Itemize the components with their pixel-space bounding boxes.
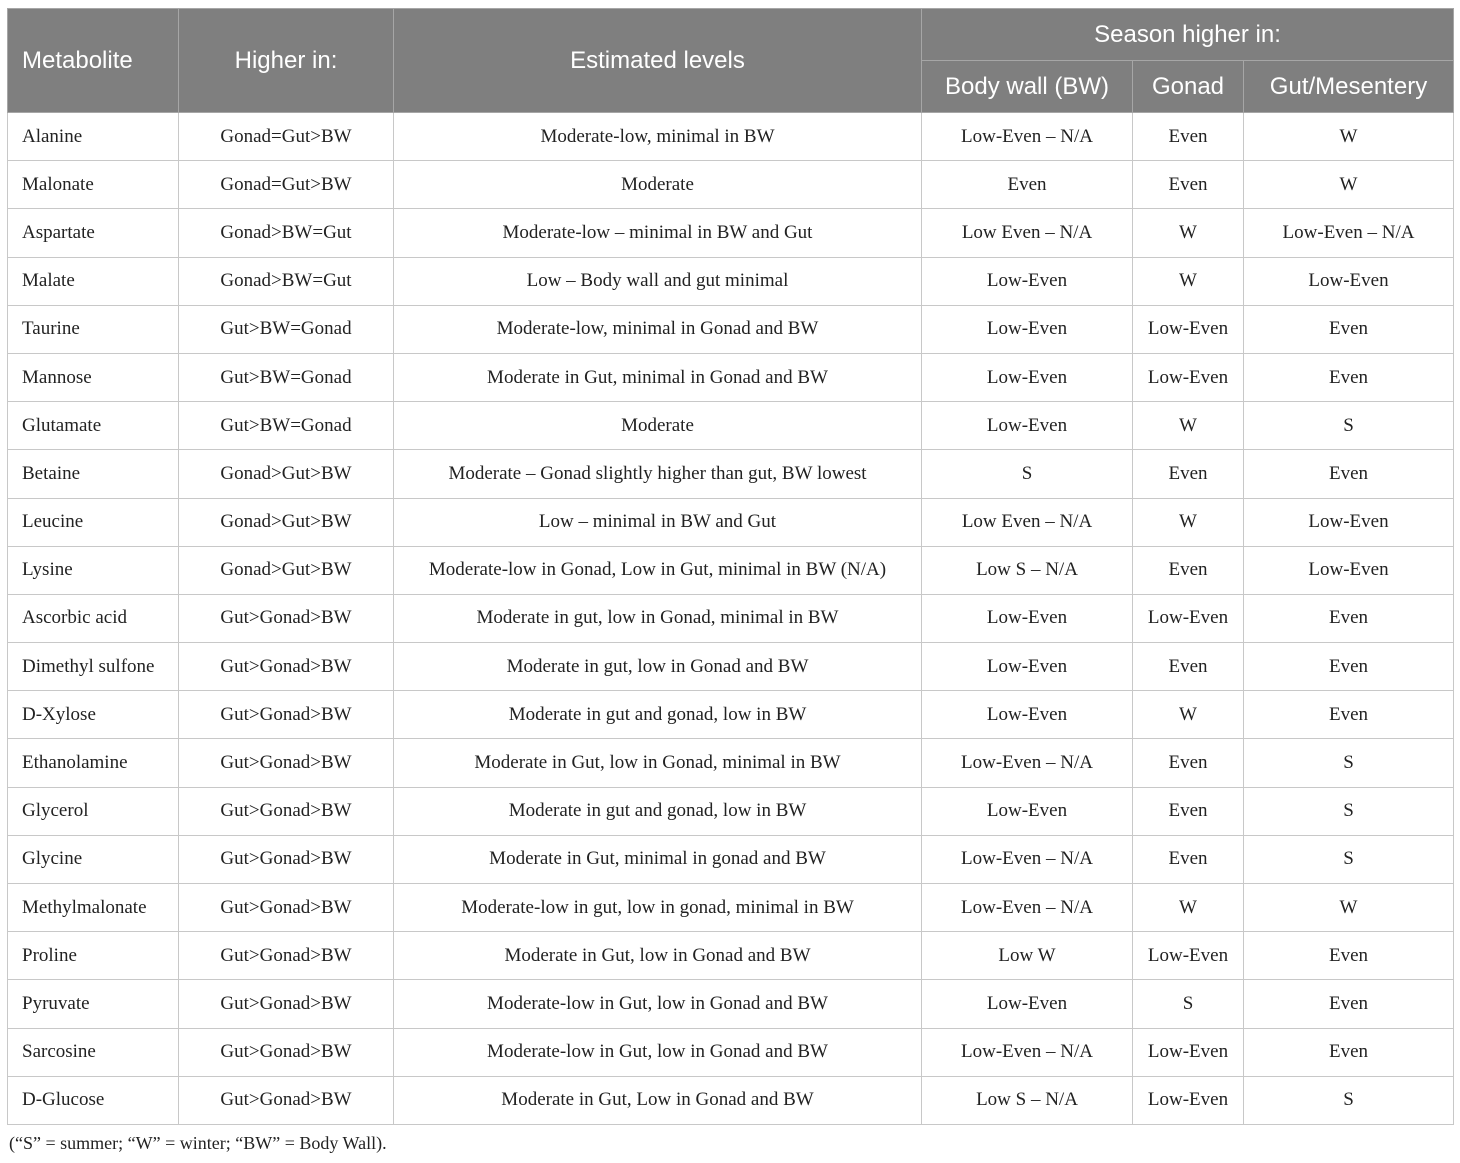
cell-higher-in: Gut>Gonad>BW	[179, 932, 394, 980]
cell-metabolite: Glutamate	[8, 402, 179, 450]
cell-estimated-levels: Moderate-low in Gonad, Low in Gut, minimal in BW (N/A)	[394, 546, 922, 594]
cell-higher-in: Gut>Gonad>BW	[179, 594, 394, 642]
cell-season-gut-mesentery: Even	[1244, 353, 1454, 401]
cell-season-body-wall: Low S – N/A	[922, 546, 1133, 594]
cell-estimated-levels: Moderate in Gut, minimal in gonad and BW	[394, 835, 922, 883]
cell-season-body-wall: Low-Even	[922, 353, 1133, 401]
cell-estimated-levels: Moderate-low in Gut, low in Gonad and BW	[394, 980, 922, 1028]
table-row	[8, 546, 1454, 594]
cell-season-body-wall: S	[922, 450, 1133, 498]
cell-season-body-wall: Low-Even – N/A	[922, 884, 1133, 932]
table-row	[8, 498, 1454, 546]
table-row	[8, 980, 1454, 1028]
cell-season-gonad: S	[1133, 980, 1244, 1028]
cell-metabolite: Aspartate	[8, 209, 179, 257]
cell-season-body-wall: Low-Even – N/A	[922, 835, 1133, 883]
cell-season-body-wall: Low-Even – N/A	[922, 739, 1133, 787]
cell-estimated-levels: Moderate-low – minimal in BW and Gut	[394, 209, 922, 257]
cell-metabolite: Malonate	[8, 161, 179, 209]
cell-estimated-levels: Moderate-low, minimal in Gonad and BW	[394, 305, 922, 353]
cell-higher-in: Gonad>Gut>BW	[179, 450, 394, 498]
cell-season-body-wall: Low S – N/A	[922, 1076, 1133, 1124]
cell-season-gonad: Even	[1133, 787, 1244, 835]
header-estimated-levels: Estimated levels	[394, 9, 922, 113]
cell-estimated-levels: Moderate in Gut, low in Gonad and BW	[394, 932, 922, 980]
cell-estimated-levels: Moderate	[394, 161, 922, 209]
cell-estimated-levels: Moderate in gut and gonad, low in BW	[394, 787, 922, 835]
cell-higher-in: Gut>Gonad>BW	[179, 980, 394, 1028]
cell-season-body-wall: Low Even – N/A	[922, 498, 1133, 546]
cell-season-body-wall: Low W	[922, 932, 1133, 980]
cell-season-gut-mesentery: Even	[1244, 450, 1454, 498]
cell-higher-in: Gonad>Gut>BW	[179, 546, 394, 594]
cell-season-gut-mesentery: Even	[1244, 305, 1454, 353]
cell-season-gonad: Low-Even	[1133, 1028, 1244, 1076]
cell-estimated-levels: Moderate – Gonad slightly higher than gut, BW lowest	[394, 450, 922, 498]
cell-higher-in: Gonad>Gut>BW	[179, 498, 394, 546]
header-season-higher-in: Season higher in:	[922, 9, 1454, 61]
cell-season-gut-mesentery: Even	[1244, 643, 1454, 691]
table-row	[8, 305, 1454, 353]
table-row	[8, 257, 1454, 305]
cell-season-gut-mesentery: Low-Even – N/A	[1244, 209, 1454, 257]
cell-season-gut-mesentery: Even	[1244, 691, 1454, 739]
cell-higher-in: Gut>Gonad>BW	[179, 835, 394, 883]
cell-estimated-levels: Low – Body wall and gut minimal	[394, 257, 922, 305]
cell-estimated-levels: Moderate in gut and gonad, low in BW	[394, 691, 922, 739]
cell-estimated-levels: Low – minimal in BW and Gut	[394, 498, 922, 546]
cell-season-gonad: Even	[1133, 450, 1244, 498]
cell-season-gonad: W	[1133, 257, 1244, 305]
table-row	[8, 353, 1454, 401]
cell-higher-in: Gonad=Gut>BW	[179, 161, 394, 209]
cell-higher-in: Gonad>BW=Gut	[179, 209, 394, 257]
cell-estimated-levels: Moderate in gut, low in Gonad and BW	[394, 643, 922, 691]
cell-estimated-levels: Moderate-low in gut, low in gonad, minimal in BW	[394, 884, 922, 932]
cell-estimated-levels: Moderate-low in Gut, low in Gonad and BW	[394, 1028, 922, 1076]
cell-metabolite: Lysine	[8, 546, 179, 594]
cell-season-gut-mesentery: Even	[1244, 1028, 1454, 1076]
cell-season-gut-mesentery: W	[1244, 113, 1454, 161]
cell-season-gut-mesentery: Even	[1244, 980, 1454, 1028]
cell-metabolite: D-Xylose	[8, 691, 179, 739]
cell-estimated-levels: Moderate in Gut, Low in Gonad and BW	[394, 1076, 922, 1124]
cell-season-gut-mesentery: S	[1244, 739, 1454, 787]
cell-higher-in: Gut>Gonad>BW	[179, 1028, 394, 1076]
cell-season-gonad: Low-Even	[1133, 594, 1244, 642]
table-row	[8, 402, 1454, 450]
table-row	[8, 643, 1454, 691]
cell-season-gonad: Even	[1133, 835, 1244, 883]
cell-season-gut-mesentery: Even	[1244, 932, 1454, 980]
table-row	[8, 1076, 1454, 1124]
cell-season-gonad: W	[1133, 498, 1244, 546]
cell-higher-in: Gut>Gonad>BW	[179, 643, 394, 691]
cell-metabolite: Leucine	[8, 498, 179, 546]
cell-season-body-wall: Low-Even	[922, 402, 1133, 450]
cell-season-gonad: W	[1133, 209, 1244, 257]
cell-higher-in: Gut>Gonad>BW	[179, 787, 394, 835]
table-header	[8, 9, 1454, 113]
cell-metabolite: Glycine	[8, 835, 179, 883]
cell-season-body-wall: Low Even – N/A	[922, 209, 1133, 257]
cell-season-gut-mesentery: S	[1244, 402, 1454, 450]
cell-season-body-wall: Low-Even	[922, 980, 1133, 1028]
cell-season-gonad: Low-Even	[1133, 932, 1244, 980]
cell-season-body-wall: Low-Even	[922, 257, 1133, 305]
cell-metabolite: Malate	[8, 257, 179, 305]
table-body	[8, 113, 1454, 1125]
header-row-top	[8, 9, 1454, 61]
table-row	[8, 932, 1454, 980]
cell-metabolite: Proline	[8, 932, 179, 980]
cell-season-gonad: Low-Even	[1133, 305, 1244, 353]
cell-metabolite: Sarcosine	[8, 1028, 179, 1076]
metabolite-table	[7, 8, 1454, 1125]
cell-season-gut-mesentery: Even	[1244, 594, 1454, 642]
table-row	[8, 450, 1454, 498]
table-row	[8, 739, 1454, 787]
cell-season-body-wall: Even	[922, 161, 1133, 209]
cell-higher-in: Gut>Gonad>BW	[179, 691, 394, 739]
cell-season-gut-mesentery: Low-Even	[1244, 498, 1454, 546]
table-row	[8, 209, 1454, 257]
cell-estimated-levels: Moderate in Gut, minimal in Gonad and BW	[394, 353, 922, 401]
cell-season-gonad: Low-Even	[1133, 1076, 1244, 1124]
cell-higher-in: Gut>Gonad>BW	[179, 884, 394, 932]
cell-season-gut-mesentery: S	[1244, 787, 1454, 835]
table-footnote: (“S” = summer; “W” = winter; “BW” = Body Wall).	[9, 1133, 387, 1153]
cell-metabolite: Glycerol	[8, 787, 179, 835]
cell-season-gonad: Even	[1133, 161, 1244, 209]
header-higher-in: Higher in:	[179, 9, 394, 113]
cell-season-gonad: Even	[1133, 546, 1244, 594]
cell-metabolite: Ascorbic acid	[8, 594, 179, 642]
header-gut-mesentery: Gut/Mesentery	[1244, 61, 1454, 113]
cell-season-gut-mesentery: Low-Even	[1244, 546, 1454, 594]
cell-higher-in: Gut>Gonad>BW	[179, 739, 394, 787]
cell-season-gonad: Low-Even	[1133, 353, 1244, 401]
cell-estimated-levels: Moderate in gut, low in Gonad, minimal in BW	[394, 594, 922, 642]
cell-metabolite: Dimethyl sulfone	[8, 643, 179, 691]
cell-season-gonad: W	[1133, 691, 1244, 739]
cell-season-gut-mesentery: W	[1244, 161, 1454, 209]
cell-season-gonad: Even	[1133, 113, 1244, 161]
cell-higher-in: Gut>BW=Gonad	[179, 353, 394, 401]
table-row	[8, 787, 1454, 835]
cell-season-body-wall: Low-Even	[922, 594, 1133, 642]
header-body-wall: Body wall (BW)	[922, 61, 1133, 113]
cell-metabolite: Alanine	[8, 113, 179, 161]
cell-season-gut-mesentery: Low-Even	[1244, 257, 1454, 305]
cell-estimated-levels: Moderate in Gut, low in Gonad, minimal in BW	[394, 739, 922, 787]
cell-season-gonad: W	[1133, 402, 1244, 450]
cell-season-body-wall: Low-Even – N/A	[922, 113, 1133, 161]
table-row	[8, 835, 1454, 883]
cell-higher-in: Gut>BW=Gonad	[179, 402, 394, 450]
table-row	[8, 691, 1454, 739]
cell-season-gonad: Even	[1133, 739, 1244, 787]
cell-metabolite: Taurine	[8, 305, 179, 353]
cell-metabolite: Ethanolamine	[8, 739, 179, 787]
header-gonad: Gonad	[1133, 61, 1244, 113]
table-row	[8, 884, 1454, 932]
cell-metabolite: Mannose	[8, 353, 179, 401]
cell-season-gonad: Even	[1133, 643, 1244, 691]
cell-higher-in: Gonad=Gut>BW	[179, 113, 394, 161]
cell-metabolite: Pyruvate	[8, 980, 179, 1028]
cell-metabolite: Betaine	[8, 450, 179, 498]
cell-season-gonad: W	[1133, 884, 1244, 932]
cell-higher-in: Gut>Gonad>BW	[179, 1076, 394, 1124]
cell-estimated-levels: Moderate-low, minimal in BW	[394, 113, 922, 161]
table-row	[8, 1028, 1454, 1076]
cell-estimated-levels: Moderate	[394, 402, 922, 450]
table-row	[8, 113, 1454, 161]
cell-season-body-wall: Low-Even	[922, 643, 1133, 691]
table-row	[8, 594, 1454, 642]
cell-higher-in: Gonad>BW=Gut	[179, 257, 394, 305]
cell-season-gut-mesentery: W	[1244, 884, 1454, 932]
cell-metabolite: Methylmalonate	[8, 884, 179, 932]
header-metabolite: Metabolite	[8, 9, 179, 113]
cell-season-gut-mesentery: S	[1244, 1076, 1454, 1124]
cell-season-body-wall: Low-Even	[922, 787, 1133, 835]
cell-season-body-wall: Low-Even	[922, 305, 1133, 353]
cell-season-body-wall: Low-Even	[922, 691, 1133, 739]
cell-season-body-wall: Low-Even – N/A	[922, 1028, 1133, 1076]
cell-higher-in: Gut>BW=Gonad	[179, 305, 394, 353]
cell-metabolite: D-Glucose	[8, 1076, 179, 1124]
metabolite-table-container	[7, 8, 1453, 1125]
cell-season-gut-mesentery: S	[1244, 835, 1454, 883]
table-row	[8, 161, 1454, 209]
